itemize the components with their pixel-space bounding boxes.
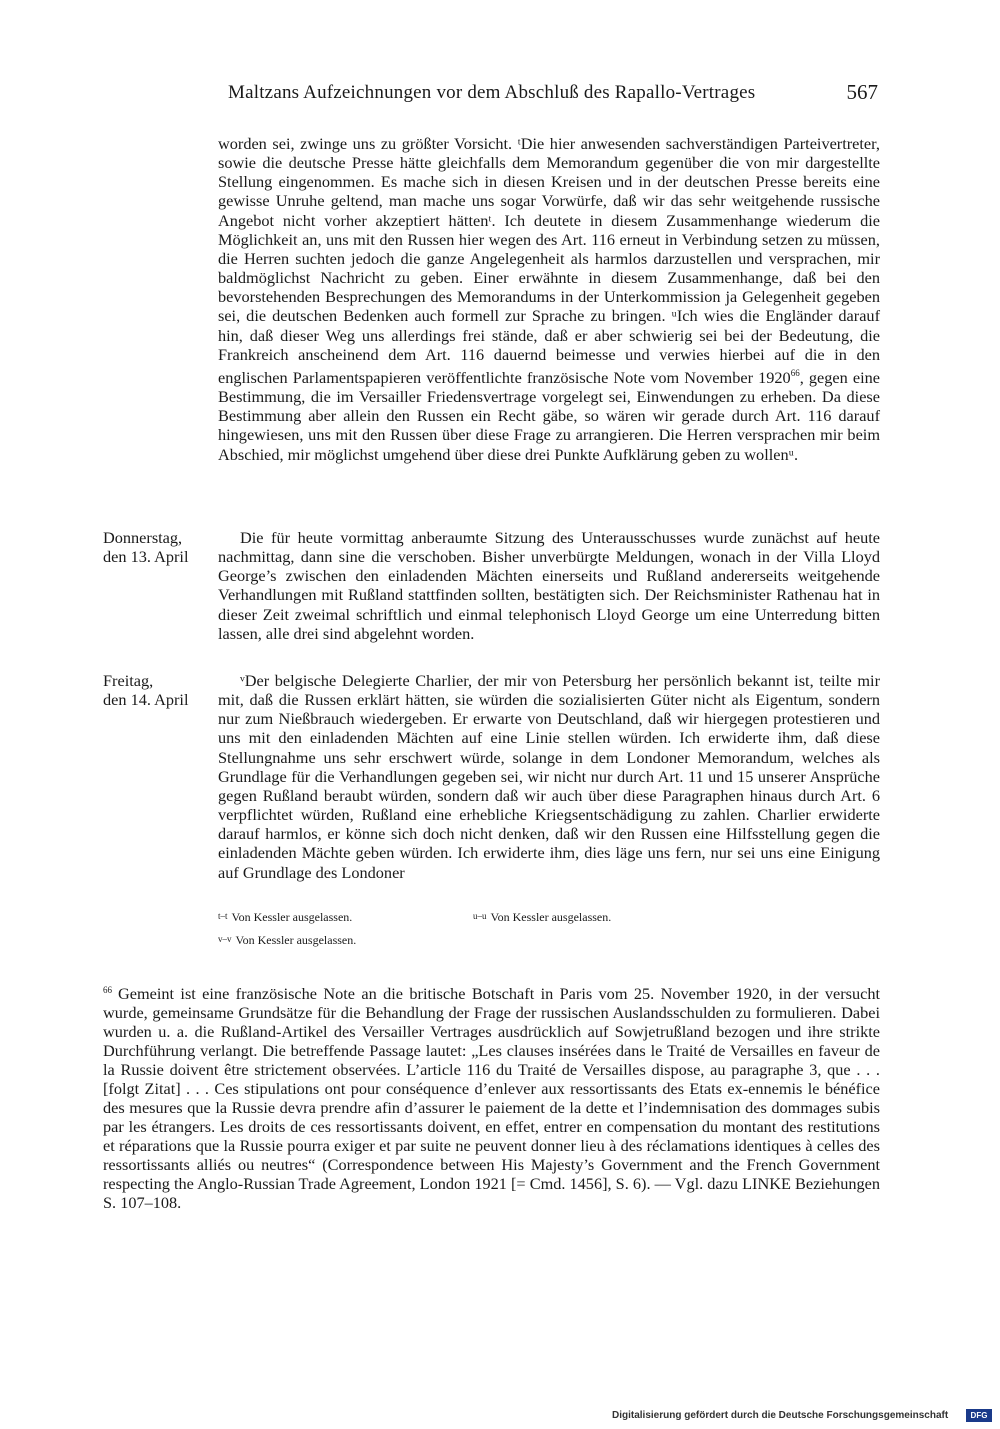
margin-date-day: Freitag,	[103, 671, 154, 690]
footnote-text: Gemeint ist eine französische Note an die britische Botschaft in Paris vom 25. November 1920, in der versucht wurde, gemeinsame Grundsätze für die Behandlung der Frage der russischen Auslandsschulden zu formulieren. Dabei wurden u. a. die Rußland-Artikel des Versailler Vertrages ausdrücklich auf Sowjetrußland bezogen und ihre strikte Durchführung verlangt. Die betreffende Passage lautet: „Les clauses insérées dans le Traité de Versailles en faveur de la Russie doivent être strictement observées. L’article 116 du Traité de Versailles dispose, au paragraphe 3, que . . . [folgt Zitat] . . . Ces stipulations ont pour conséquence d’enlever aux ressortissants des Etats ex-ennemis le bénéfice des mesures que la Russie devra prendre afin d’assurer le paiement de la dette et l’indemnisation des dommages subis par les étrangers. Les droits de ces ressortissants doivent, en effet, entrer en compensation du montant des restitutions et réparations que la Russie pourra exiger et par suite ne peuvent donner lieu à des réclamations identiques à celles des ressortissants alliés ou neutres“ (Correspondence between His Majesty’s Government and the French Government respecting the Anglo-Russian Trade Agreement, London 1921 [= Cmd. 1456], S. 6). — Vgl. dazu LINKE Beziehungen S. 107–108.	[103, 984, 880, 1212]
note-mark: u–u	[473, 911, 487, 921]
digitization-credit: Digitalisierung gefördert durch die Deutsche Forschungsgemeinschaft	[612, 1410, 949, 1421]
dfg-logo-icon: DFG	[966, 1409, 992, 1422]
note-text: Von Kessler ausgelassen.	[490, 910, 612, 924]
footnote-ref[interactable]: 66	[790, 367, 800, 378]
margin-date-14-april	[103, 671, 215, 709]
note-text: Von Kessler ausgelassen.	[235, 933, 357, 947]
note-mark: t–t	[218, 911, 228, 921]
page-number: 567	[846, 80, 878, 104]
footnote-number: 66	[103, 985, 112, 995]
editorial-note	[218, 933, 356, 948]
editorial-note	[473, 910, 611, 925]
note-mark: v–v	[218, 934, 232, 944]
margin-date-rest: den 14. April	[103, 690, 189, 709]
entry-text: ᵛDer belgische Delegierte Charlier, der mir von Petersburg her persönlich bekannt ist, teilte mir mit, daß die Russen erklärt hätten, sie würden die sozialisierten Güter nicht als Eigentum, sondern nur zum Nießbrauch wiedergeben. Er erwarte von Deutschland, daß wir hiergegen protestieren und uns mit den einladenden Mächten auf eine Linie stellen würden. Ich erwiderte ihm, daß diese Stellungnahme uns sehr erschwert würde, solange in dem Londoner Memorandum, welches als Grundlage für die Verhandlungen gegeben sei, wir nicht nur durch Art. 11 und 15 unserer Ansprüche gegen Rußland beraubt würden, sondern daß wir auch über diese Paragraphen hinaus durch Art. 6 verpflichtet würden, Rußland eine erhebliche Kriegsentschädigung zu zahlen. Charlier erwiderte darauf harmlos, er könne sich doch nicht denken, daß wir den Russen eine Hilfsstellung gegen die einladenden Mächte geben würden. Ich erwiderte ihm, dies läge uns fern, nur sei uns eine Einigung auf Grundlage des Londoner	[218, 671, 880, 882]
paragraph-text-b: , gegen eine Bestimmung, die im Versailler Friedensvertrage vorgelegt sei, Einwendungen zu erheben. Da diese Bestimmung aber allein den Russen ein Recht gäbe, so wären wir gerade durch Art. 116 darauf hingewiesen, uns mit den Russen über diese Frage zu arrangieren. Die Herren versprachen mir beim Abschied, mir möglichst umgehend über diese drei Punkte Aufklärung geben zu wollenᵘ.	[218, 367, 881, 464]
running-title: Maltzans Aufzeichnungen vor dem Abschluß des Rapallo-Vertrages	[228, 82, 756, 103]
entry-14-april	[218, 671, 880, 882]
editorial-note	[218, 910, 352, 925]
running-head	[228, 82, 878, 108]
margin-date-rest: den 13. April	[103, 547, 189, 566]
footnote-66	[103, 981, 880, 1212]
entry-13-april	[218, 528, 880, 643]
margin-date-13-april	[103, 528, 215, 566]
paragraph-continuation	[218, 134, 880, 464]
margin-date-day: Donnerstag,	[103, 528, 183, 547]
note-text: Von Kessler ausgelassen.	[231, 910, 353, 924]
entry-text: Die für heute vormittag anberaumte Sitzung des Unterausschusses wurde zunächst auf heute nachmittag, dann sine die verschoben. Bisher unverbürgte Meldungen, wonach in der Villa Lloyd George’s zwischen den einladenden Mächten einerseits und Rußland andererseits weitgehende Verhandlungen mit Rußland stattfinden sollten, bestätigten sich. Der Reichsminister Rathenau hat in dieser Zeit zweimal schriftlich und einmal telephonisch Lloyd George um eine Unterredung bitten lassen, alle drei sind abgelehnt worden.	[218, 528, 880, 643]
paragraph-text-a: worden sei, zwinge uns zu größter Vorsicht. ᵗDie hier anwesenden sachverständigen Parteivertreter, sowie die deutsche Presse hätte gleichfalls dem Memorandum gegenüber die von mir dargestellte Stellung eingenommen. Es mache sich in diesen Kreisen und in der deutschen Presse bereits eine gewisse Unruhe geltend, man mache uns sogar Vorwürfe, daß wir das sehr weitgehende russische Angebot nicht vorher akzeptiert hättenᵗ. Ich deutete in diesem Zusammenhange wiederum die Möglichkeit an, uns mit den Russen hier wegen des Art. 116 erneut in Verbindung setzen zu müssen, die Herren suchten jedoch die ganze Angelegenheit als harmlos darzustellen und versprachen, mir baldmöglichst Nachricht zu geben. Einer erwähnte in diesem Zusammenhange, daß bei den bevorstehenden Besprechungen des Memorandums in der Unterkommission ja Gelegenheit gegeben sei, die deutschen Bedenken auch formell zur Sprache zu bringen. ᵘIch wies die Engländer darauf hin, daß dieser Weg uns allerdings frei stände, daß er aber schwierig sei bei der Bedeutung, die Frankreich anscheinend dem Art. 116 dauernd beimesse und verwies hierbei auf die in den englischen Parlamentspapieren veröffentlichte französische Note vom November 1920	[218, 134, 880, 387]
